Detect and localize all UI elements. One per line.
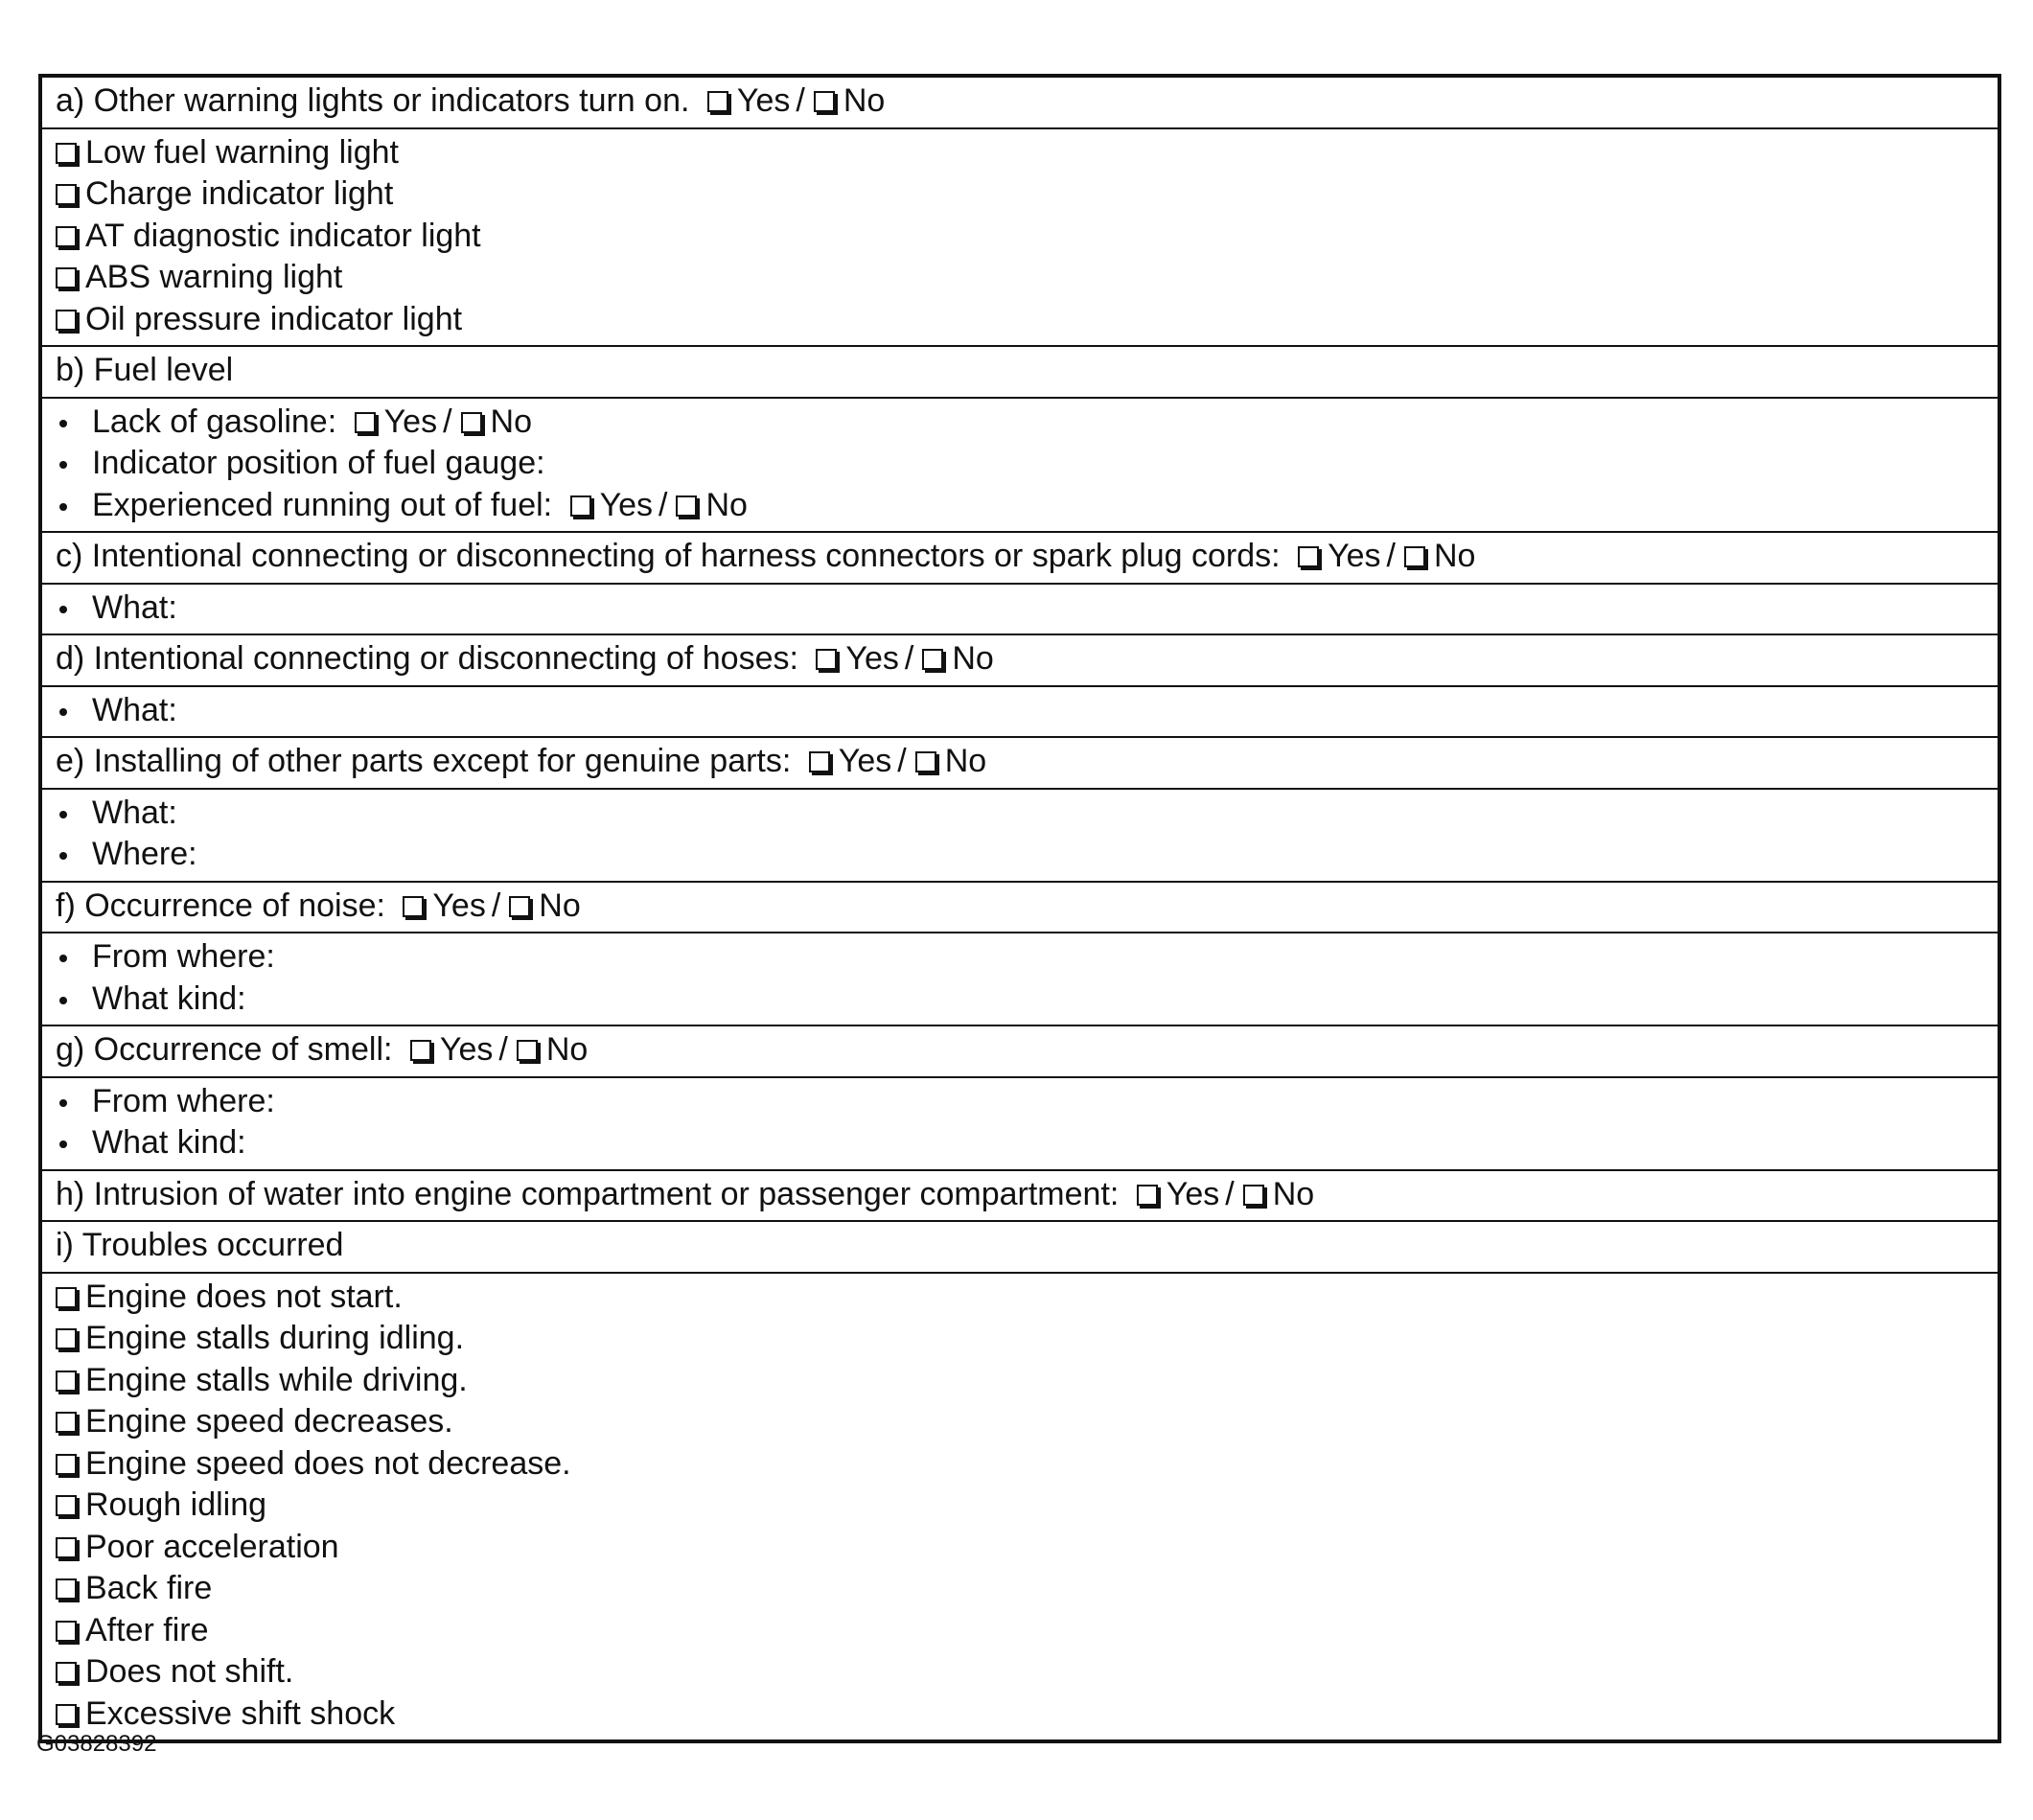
no-checkbox[interactable] — [1404, 546, 1425, 567]
checklist-item — [56, 1651, 1984, 1693]
checklist-item-label: AT diagnostic indicator light — [85, 217, 481, 254]
bullet-item-label: Indicator position of fuel gauge: — [92, 445, 545, 481]
checklist-item — [56, 1277, 1984, 1319]
form-row — [42, 788, 1998, 881]
bullet-icon — [59, 420, 67, 427]
bullet-icon — [59, 1099, 67, 1107]
bullet-item — [56, 979, 1984, 1021]
no-checkbox[interactable] — [461, 412, 482, 433]
question-text: i) Troubles occurred — [56, 1227, 344, 1263]
slash-separator: / — [443, 403, 452, 440]
bullet-item — [56, 834, 1984, 876]
no-label: No — [843, 82, 886, 119]
checklist-item — [56, 1485, 1984, 1527]
yes-checkbox[interactable] — [1137, 1185, 1158, 1206]
question-text: b) Fuel level — [56, 352, 234, 388]
no-label: No — [944, 743, 987, 779]
figure-code: G03828392 — [36, 1731, 157, 1757]
question-text: g) Occurrence of smell: — [56, 1031, 393, 1068]
yes-label: Yes — [736, 82, 791, 119]
yes-checkbox[interactable] — [403, 896, 424, 917]
checklist-item — [56, 299, 1984, 341]
bullet-item — [56, 1122, 1984, 1164]
form-row — [42, 1025, 1998, 1076]
yes-checkbox[interactable] — [570, 495, 591, 517]
slash-separator: / — [491, 887, 501, 924]
bullet-item — [56, 485, 1984, 527]
form-row — [42, 685, 1998, 737]
checklist-item-label: Engine stalls while driving. — [85, 1361, 468, 1398]
bullet-item — [56, 793, 1984, 835]
yes-label: Yes — [383, 403, 438, 440]
bullet-item-label: What: — [92, 794, 177, 831]
no-label: No — [705, 486, 748, 523]
checklist-item — [56, 173, 1984, 216]
checklist-item — [56, 257, 1984, 299]
slash-separator: / — [658, 486, 668, 523]
checklist-item-label: Engine speed decreases. — [85, 1403, 453, 1440]
form-row — [42, 1220, 1998, 1272]
bullet-item — [56, 936, 1984, 979]
item-checkbox[interactable] — [56, 1662, 77, 1683]
no-label: No — [539, 887, 581, 924]
yes-label: Yes — [845, 640, 899, 677]
form-row — [42, 881, 1998, 933]
checklist-item — [56, 1527, 1984, 1569]
yes-checkbox[interactable] — [816, 649, 837, 670]
inspection-form-table — [38, 74, 2001, 1743]
item-checkbox[interactable] — [56, 267, 77, 288]
bullet-icon — [59, 503, 67, 511]
question-line — [56, 536, 1984, 578]
slash-separator: / — [498, 1031, 508, 1068]
section-heading — [56, 1225, 1984, 1267]
bullet-item — [56, 443, 1984, 485]
item-checkbox[interactable] — [56, 1412, 77, 1433]
no-checkbox[interactable] — [517, 1040, 538, 1061]
checklist-item-label: Charge indicator light — [85, 175, 394, 212]
item-checkbox[interactable] — [56, 184, 77, 205]
yes-checkbox[interactable] — [707, 91, 728, 112]
question-text: d) Intentional connecting or disconnecting of hoses: — [56, 640, 798, 677]
checklist-item — [56, 1693, 1984, 1736]
no-checkbox[interactable] — [814, 91, 835, 112]
no-label: No — [545, 1031, 589, 1068]
slash-separator: / — [897, 743, 907, 779]
checklist-item-label: ABS warning light — [85, 259, 343, 295]
form-row — [42, 583, 1998, 634]
checklist-item — [56, 1360, 1984, 1402]
yes-label: Yes — [838, 743, 892, 779]
checklist-item-label: Does not shift. — [85, 1653, 294, 1690]
checklist-item-label: After fire — [85, 1611, 209, 1648]
bullet-item-label: What: — [92, 691, 177, 728]
question-line — [56, 638, 1984, 680]
checklist-item-label: Excessive shift shock — [85, 1694, 396, 1732]
question-text: c) Intentional connecting or disconnecting of harness connectors or spark plug cords: — [56, 538, 1281, 574]
item-checkbox[interactable] — [56, 1537, 77, 1558]
checklist-item — [56, 1318, 1984, 1360]
item-checkbox[interactable] — [56, 1621, 77, 1642]
form-row — [42, 1076, 1998, 1169]
no-label: No — [1272, 1175, 1315, 1212]
bullet-icon — [59, 1140, 67, 1148]
slash-separator: / — [796, 82, 805, 119]
form-row — [42, 1169, 1998, 1221]
yes-label: Yes — [439, 1031, 494, 1068]
question-line — [56, 1029, 1984, 1071]
checklist-item — [56, 216, 1984, 258]
question-text: f) Occurrence of noise: — [56, 887, 385, 924]
form-row — [42, 634, 1998, 685]
yes-checkbox[interactable] — [809, 751, 830, 772]
checklist-item-label: Back fire — [85, 1570, 213, 1606]
bullet-icon — [59, 997, 67, 1004]
bullet-icon — [59, 955, 67, 962]
slash-separator: / — [1225, 1175, 1235, 1212]
bullet-item — [56, 1081, 1984, 1123]
slash-separator: / — [904, 640, 914, 677]
bullet-icon — [59, 852, 67, 860]
no-checkbox[interactable] — [922, 649, 943, 670]
item-checkbox[interactable] — [56, 1704, 77, 1725]
question-line — [56, 81, 1984, 123]
no-checkbox[interactable] — [676, 495, 697, 517]
no-label: No — [1433, 538, 1476, 574]
checklist-item-label: Oil pressure indicator light — [85, 300, 463, 337]
question-text: a) Other warning lights or indicators turn on. — [56, 82, 690, 119]
section-heading — [56, 350, 1984, 392]
bullet-item — [56, 587, 1984, 630]
form-row — [42, 531, 1998, 583]
bullet-icon — [59, 606, 67, 613]
bullet-icon — [59, 811, 67, 818]
bullet-icon — [59, 708, 67, 716]
checklist-item-label: Engine speed does not decrease. — [85, 1444, 571, 1482]
question-text: h) Intrusion of water into engine compartment or passenger compartment: — [56, 1175, 1120, 1212]
yes-checkbox[interactable] — [1298, 546, 1319, 567]
bullet-item-label: Experienced running out of fuel: — [92, 486, 553, 523]
bullet-icon — [59, 461, 67, 469]
yes-label: Yes — [1166, 1175, 1220, 1212]
checklist-item-label: Engine stalls during idling. — [85, 1320, 465, 1356]
yes-checkbox[interactable] — [410, 1040, 431, 1061]
checklist-item-label: Rough idling — [85, 1486, 267, 1523]
item-checkbox[interactable] — [56, 1371, 77, 1392]
item-checkbox[interactable] — [56, 310, 77, 331]
form-row — [42, 736, 1998, 788]
question-line — [56, 741, 1984, 783]
form-row — [42, 127, 1998, 346]
no-label: No — [952, 640, 994, 677]
checklist-item — [56, 1568, 1984, 1610]
item-checkbox[interactable] — [56, 1328, 77, 1349]
checklist-item-label: Low fuel warning light — [85, 133, 399, 171]
question-line — [56, 886, 1984, 928]
form-row — [42, 1272, 1998, 1740]
no-checkbox[interactable] — [915, 751, 936, 772]
item-checkbox[interactable] — [56, 1287, 77, 1308]
item-checkbox[interactable] — [56, 1454, 77, 1475]
question-text: e) Installing of other parts except for genuine parts: — [56, 743, 792, 779]
item-checkbox[interactable] — [56, 143, 77, 164]
checklist-item-label: Engine does not start. — [85, 1278, 403, 1315]
form-row — [42, 932, 1998, 1025]
checklist-item — [56, 1401, 1984, 1443]
bullet-item-label: What kind: — [92, 979, 246, 1017]
bullet-item — [56, 690, 1984, 732]
yes-label: Yes — [599, 486, 654, 523]
yes-label: Yes — [1328, 538, 1381, 574]
bullet-item-label: What kind: — [92, 1124, 246, 1161]
checklist-item-label: Poor acceleration — [85, 1528, 339, 1565]
yes-label: Yes — [432, 887, 486, 924]
no-checkbox[interactable] — [1243, 1185, 1264, 1206]
item-checkbox[interactable] — [56, 226, 77, 247]
yes-checkbox[interactable] — [355, 412, 376, 433]
bullet-item — [56, 402, 1984, 444]
form-row — [42, 397, 1998, 532]
checklist-item — [56, 132, 1984, 174]
form-row — [42, 345, 1998, 397]
bullet-item-label: Lack of gasoline: — [92, 403, 337, 440]
bullet-item-label: From where: — [92, 1082, 275, 1119]
checklist-item — [56, 1443, 1984, 1486]
bullet-item-label: Where: — [92, 836, 197, 872]
question-line — [56, 1174, 1984, 1216]
item-checkbox[interactable] — [56, 1578, 77, 1600]
form-row — [42, 78, 1998, 127]
bullet-item-label: What: — [92, 588, 177, 626]
no-label: No — [490, 403, 533, 440]
bullet-item-label: From where: — [92, 938, 275, 975]
checklist-item — [56, 1610, 1984, 1652]
no-checkbox[interactable] — [509, 896, 530, 917]
slash-separator: / — [1386, 538, 1396, 574]
item-checkbox[interactable] — [56, 1495, 77, 1516]
